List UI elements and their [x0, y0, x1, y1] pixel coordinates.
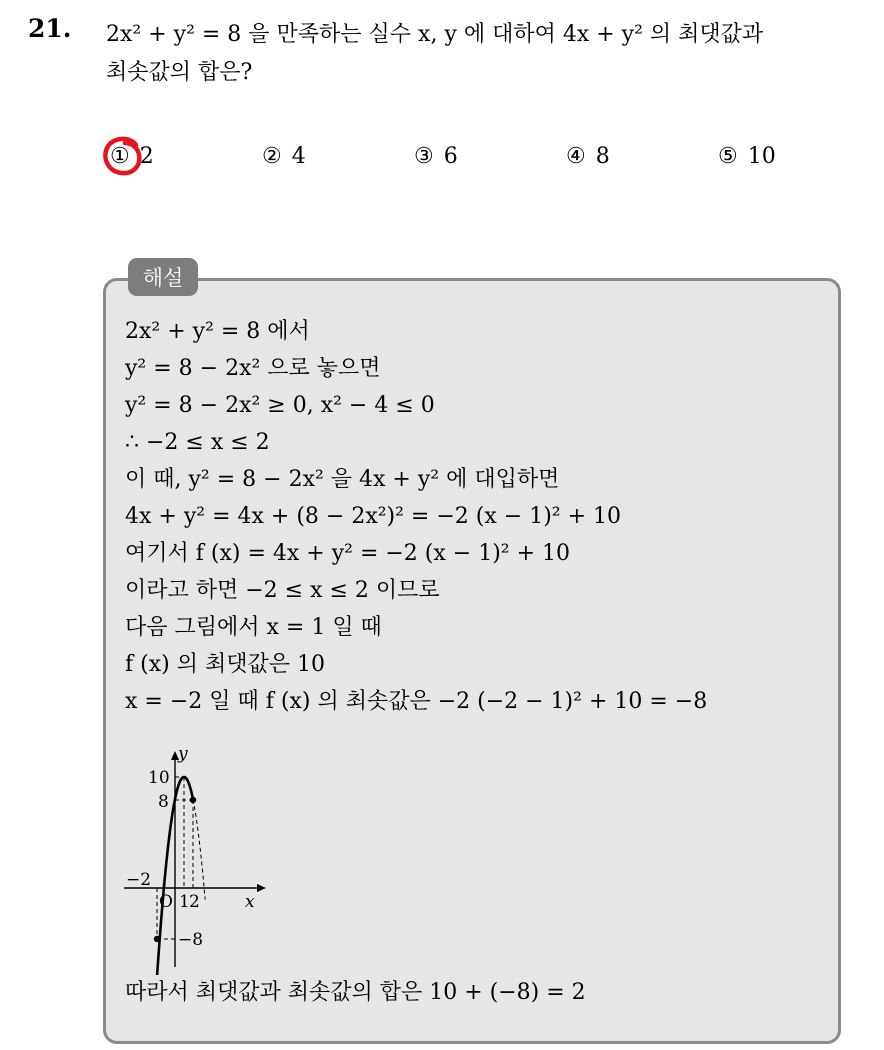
question-text-line-2: 최솟값의 합은? [106, 60, 253, 85]
solution-line: 다음 그림에서 x = 1 일 때 [125, 615, 382, 640]
tick-label-10: 10 [148, 768, 170, 788]
solution-line: f (x) 의 최댓값은 10 [125, 652, 325, 677]
tick-label-neg8: −8 [178, 930, 204, 950]
choice-value: 2 [139, 144, 154, 169]
question-number: 21. [28, 14, 72, 43]
solution-line: 2x² + y² = 8 에서 [125, 319, 310, 344]
solution-line: x = −2 일 때 f (x) 의 최솟값은 −2 (−2 − 1)² + 10 = −8 [125, 689, 708, 714]
x-axis-arrow [257, 884, 266, 892]
origin-label: O [159, 892, 173, 912]
tick-label-neg2: −2 [126, 870, 152, 890]
tick-label-1: 1 [179, 892, 190, 912]
choice-mark: ② [262, 144, 282, 169]
choice-value: 10 [747, 144, 776, 169]
tick-label-2: 2 [189, 892, 200, 912]
tick-label-8: 8 [158, 792, 169, 812]
solution-line: ∴ −2 ≤ x ≤ 2 [125, 430, 270, 455]
choice-value: 4 [291, 144, 306, 169]
choice-mark: ① [110, 144, 130, 169]
choice-mark: ③ [414, 144, 434, 169]
choice-4[interactable] [566, 144, 610, 169]
endpoint-left [154, 936, 160, 942]
selected-answer-circle-mark [101, 134, 145, 178]
solution-body [125, 313, 707, 720]
solution-line: 4x + y² = 4x + (8 − 2x²)² = −2 (x − 1)² + 10 [125, 504, 622, 529]
solution-conclusion: 따라서 최댓값과 최솟값의 합은 10 + (−8) = 2 [125, 980, 586, 1005]
parabola-extension-right [193, 799, 205, 899]
solution-line: y² = 8 − 2x² ≥ 0, x² − 4 ≤ 0 [125, 393, 435, 418]
x-axis-label: x [245, 892, 255, 912]
choice-3[interactable] [414, 144, 458, 169]
solution-line: 이 때, y² = 8 − 2x² 을 4x + y² 에 대입하면 [125, 467, 560, 492]
parabola-graph [118, 745, 280, 975]
solution-line: 여기서 f (x) = 4x + y² = −2 (x − 1)² + 10 [125, 541, 571, 566]
solution-tag: 해설 [128, 258, 198, 296]
choice-mark: ④ [566, 144, 586, 169]
choice-5[interactable] [718, 144, 776, 169]
choice-2[interactable] [262, 144, 306, 169]
solution-line: y² = 8 − 2x² 으로 놓으면 [125, 356, 381, 381]
choice-value: 6 [443, 144, 458, 169]
choice-mark: ⑤ [718, 144, 738, 169]
y-axis-label: y [178, 745, 188, 764]
solution-line: 이라고 하면 −2 ≤ x ≤ 2 이므로 [125, 578, 440, 603]
endpoint-right [190, 797, 196, 803]
question-text-line-1: 2x² + y² = 8 을 만족하는 실수 x, y 에 대하여 4x + y² 의 최댓값과 [106, 22, 764, 47]
choice-value: 8 [595, 144, 610, 169]
